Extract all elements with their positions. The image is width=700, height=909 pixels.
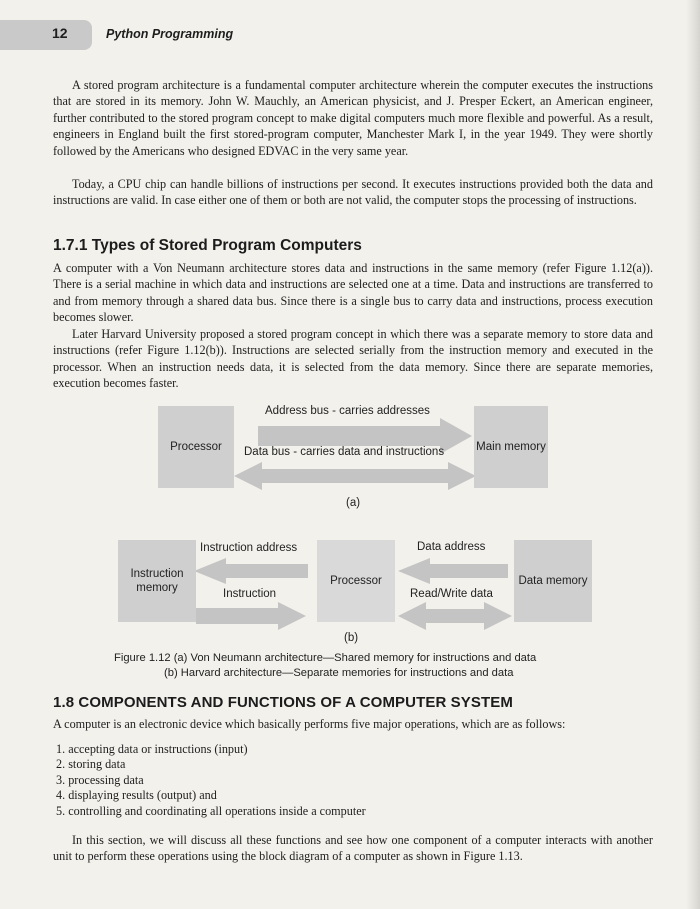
- list-item: 5. controlling and coordinating all operations inside a computer: [56, 803, 366, 818]
- instruction-arrow: [196, 602, 306, 630]
- section-18-closing: In this section, we will discuss all these functions and see how one component of a computer interacts with another unit to perform these operations using the block diagram of a computer as shown in Figure 1.13.: [53, 833, 653, 864]
- instruction-address-arrow: [194, 558, 308, 584]
- intro-paragraph-2: Today, a CPU chip can handle billions of instructions per second. It executes instructions provided both the data and instructions are valid. In case either one of them or both are not valid, the computer stops the processing of instructions.: [53, 177, 653, 208]
- figure-caption-line-1: Figure 1.12 (a) Von Neumann architecture—Shared memory for instructions and data: [114, 652, 537, 664]
- processor-box-a: Processor: [158, 406, 234, 488]
- figure-caption-line-2: (b) Harvard architecture—Separate memories for instructions and data: [164, 667, 514, 679]
- section-171-paragraph-1: A computer with a Von Neumann architecture stores data and instructions in the same memory (refer Figure 1.12(a)). There is a serial machine in which data and instructions are selected one at a time. Data and instructions are transferred to and from memory through a shared data bus. Since there is a single bus to carry data and instructions, process execution becomes slower.: [53, 261, 653, 325]
- data-bus-arrow: [234, 462, 476, 490]
- section-171-paragraph-2: Later Harvard University proposed a stored program concept in which there was a separate memory to store data and instructions (refer Figure 1.12(b)). Instructions are selected serially from the instruction memory and executed in the processor. When an instruction needs data, it is selected from the data memory. Since there are separate memories, execution becomes faster.: [53, 327, 653, 391]
- data-memory-box: Data memory: [514, 540, 592, 622]
- section-heading-1-7-1: 1.7.1 Types of Stored Program Computers: [53, 237, 362, 254]
- page-number: 12: [52, 25, 68, 41]
- address-bus-label: Address bus - carries addresses: [265, 405, 430, 417]
- instruction-address-label: Instruction address: [200, 542, 298, 554]
- data-bus-label: Data bus - carries data and instructions: [244, 446, 445, 458]
- operations-list: [56, 742, 366, 819]
- figure-sublabel-b: (b): [344, 632, 359, 644]
- running-title: Python Programming: [106, 27, 234, 41]
- section-18-intro: A computer is an electronic device which basically performs five major operations, which are as follows:: [53, 717, 566, 731]
- list-item: 1. accepting data or instructions (input): [56, 742, 248, 756]
- instruction-label: Instruction: [223, 588, 277, 600]
- list-item: 2. storing data: [56, 757, 126, 772]
- list-item: 4. displaying results (output) and: [56, 788, 217, 803]
- intro-paragraph-1: A stored program architecture is a fundamental computer architecture wherein the computer executes the instructions that are stored in its memory. John W. Mauchly, an American physicist, and J. Presper Eckert, an American engineer, further contributed to the stored program concept to make digital computers much more flexible and powerful. As a result, engineers in England built the first stored-program computer, Manchester Mark I, in the year 1949. They were shortly followed by the Americans who designed EDVAC in the very same year.: [53, 78, 653, 158]
- read-write-data-label: Read/Write data: [410, 588, 493, 600]
- section-heading-1-8: 1.8 COMPONENTS AND FUNCTIONS OF A COMPUTER SYSTEM: [53, 694, 513, 711]
- instruction-memory-box: Instruction memory: [118, 540, 196, 622]
- processor-box-b: Processor: [317, 540, 395, 622]
- main-memory-box: Main memory: [474, 406, 548, 488]
- read-write-arrow: [398, 602, 512, 630]
- data-address-label: Data address: [417, 541, 486, 553]
- figure-sublabel-a: (a): [346, 497, 361, 509]
- list-item: 3. processing data: [56, 772, 144, 787]
- data-address-arrow: [398, 558, 508, 584]
